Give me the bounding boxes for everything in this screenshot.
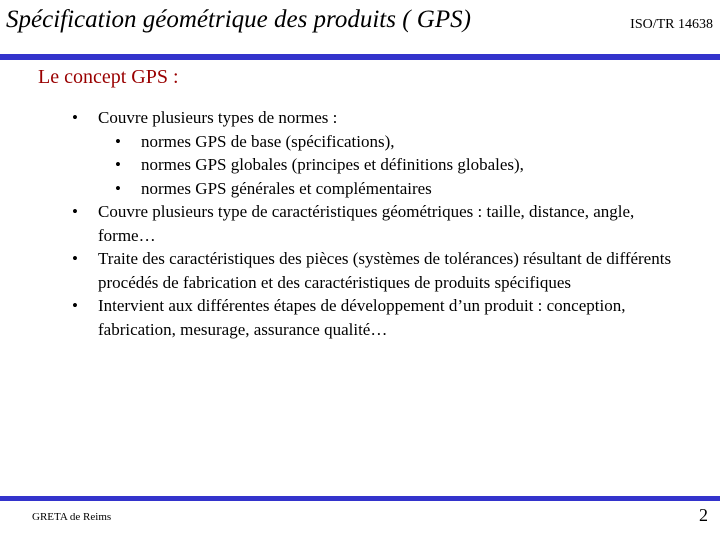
bullet-item — [72, 106, 682, 200]
section-heading: Le concept GPS : — [38, 66, 179, 88]
bullet-text: Couvre plusieurs types de normes : — [98, 108, 338, 127]
sub-bullet-item: • normes GPS de base (spécifications), — [98, 130, 682, 154]
header-rule — [0, 54, 720, 60]
bullet-item: • Intervient aux différentes étapes de développement d’un produit : conception, fabrication, mesurage, assurance qualité… — [72, 294, 682, 341]
page-number: 2 — [699, 505, 708, 525]
bullet-item: • Couvre plusieurs type de caractéristiques géométriques : taille, distance, angle, forme… — [72, 200, 682, 247]
footer-rule — [0, 496, 720, 501]
sub-bullet-item: • normes GPS générales et complémentaires — [98, 177, 682, 201]
bullet-list — [72, 106, 682, 341]
slide-title: Spécification géométrique des produits ( GPS) — [6, 6, 471, 33]
bullet-item: • Traite des caractéristiques des pièces (systèmes de tolérances) résultant de différents procédés de fabrication et des caractéristiques de produits spécifiques — [72, 247, 682, 294]
sub-bullet-item: • normes GPS globales (principes et définitions globales), — [98, 153, 682, 177]
standard-reference: ISO/TR 14638 — [630, 17, 713, 32]
sub-bullet-list — [98, 130, 682, 201]
footer-organization: GRETA de Reims — [32, 511, 112, 523]
